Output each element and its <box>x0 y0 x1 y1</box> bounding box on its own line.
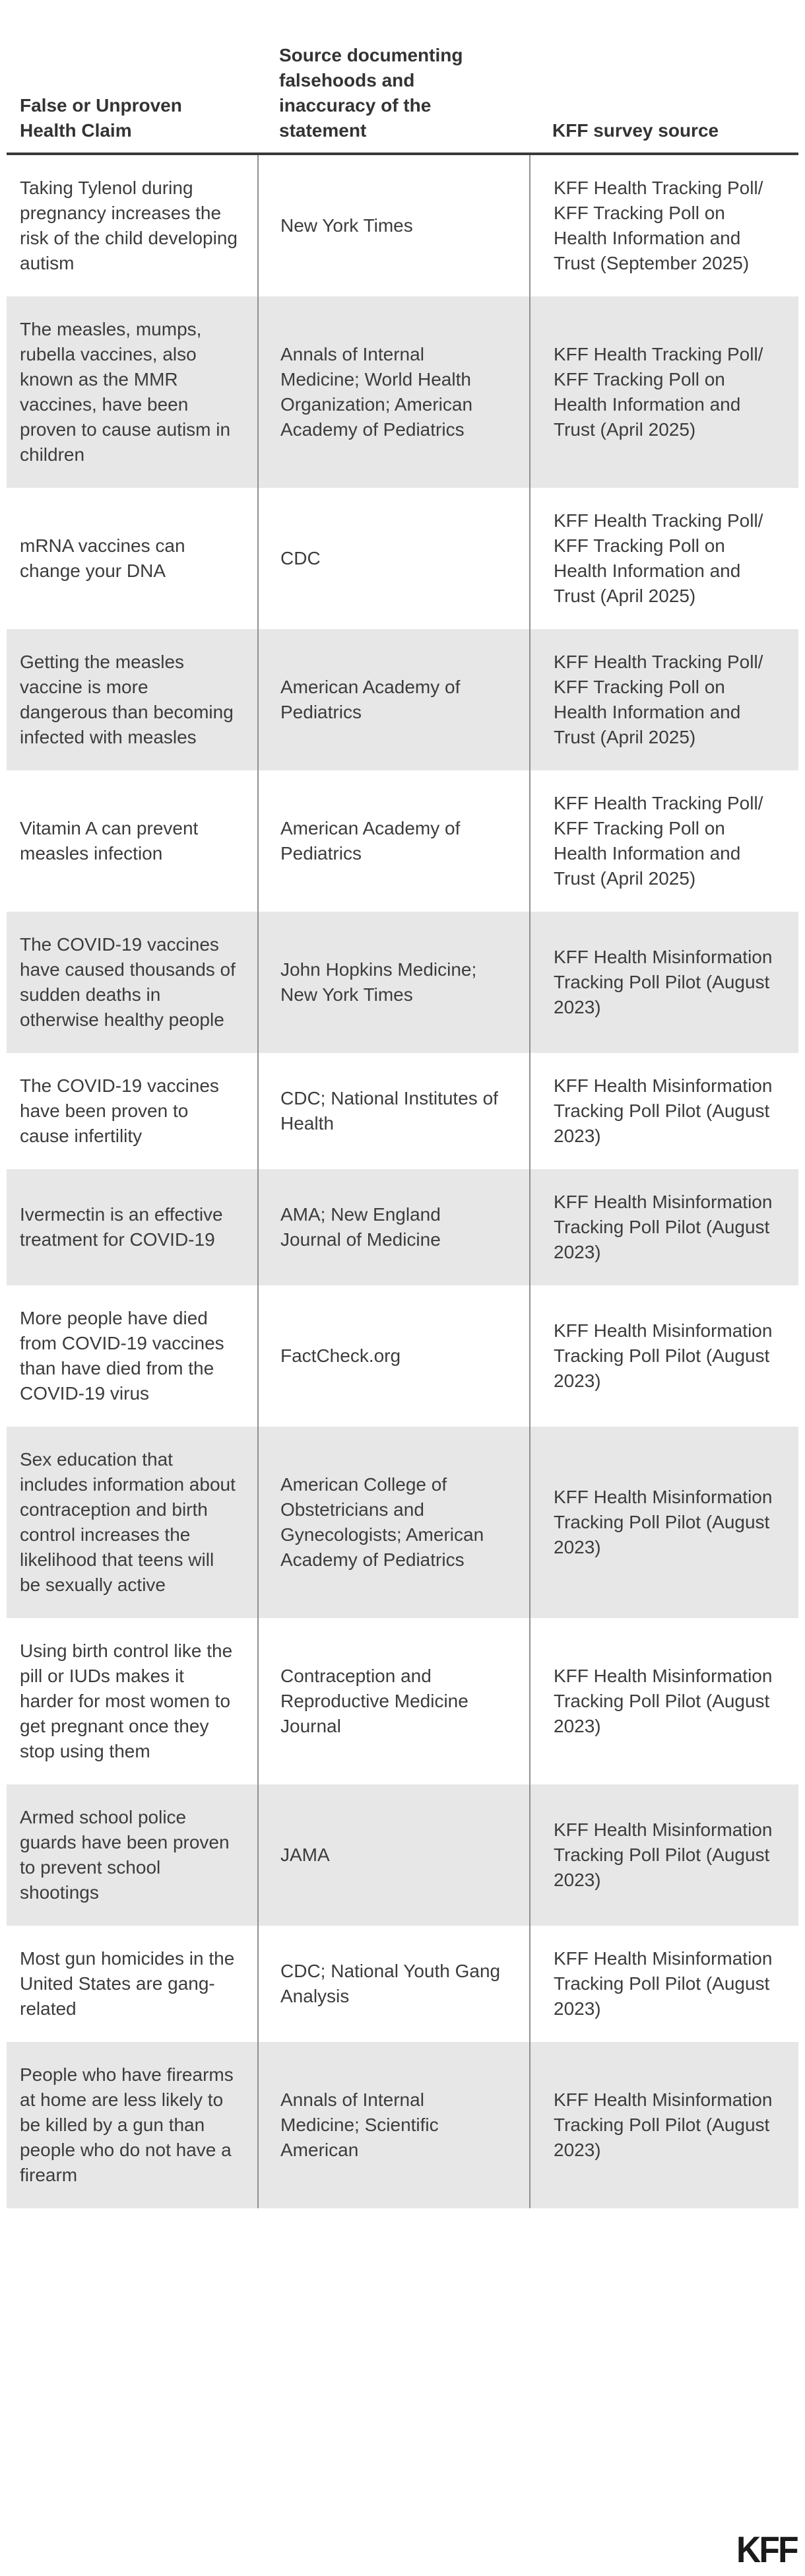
survey-text: KFF Health Misinformation Tracking Poll Pilot (August 2023) <box>554 947 773 1017</box>
claim-cell <box>7 155 257 296</box>
source-cell <box>257 1926 529 2042</box>
claim-text: The COVID-19 vaccines have caused thousands of sudden deaths in otherwise healthy people <box>20 934 236 1030</box>
claim-text: mRNA vaccines can change your DNA <box>20 535 185 581</box>
survey-text: KFF Health Misinformation Tracking Poll Pilot (August 2023) <box>554 1487 773 1557</box>
source-cell <box>257 770 529 912</box>
source-cell <box>257 2042 529 2208</box>
table-row <box>7 1618 798 1784</box>
header-documenting-source: Source documenting falsehoods and inaccuracy of the statement <box>279 45 463 141</box>
survey-cell <box>529 2042 798 2208</box>
claim-cell <box>7 629 257 770</box>
survey-text: KFF Health Misinformation Tracking Poll Pilot (August 2023) <box>554 1320 773 1391</box>
source-text: CDC <box>280 548 321 568</box>
table-row <box>7 1427 798 1618</box>
claim-cell <box>7 770 257 912</box>
survey-text: KFF Health Misinformation Tracking Poll Pilot (August 2023) <box>554 2089 773 2160</box>
survey-text: KFF Health Misinformation Tracking Poll Pilot (August 2023) <box>554 1666 773 1736</box>
source-text: American College of Obstetricians and Gynecologists; American Academy of Pediatrics <box>280 1474 484 1570</box>
claim-text: Ivermectin is an effective treatment for COVID-19 <box>20 1204 223 1250</box>
survey-text: KFF Health Tracking Poll/ KFF Tracking Poll on Health Information and Trust (April 2025) <box>554 344 763 440</box>
source-cell <box>257 912 529 1053</box>
survey-cell <box>529 770 798 912</box>
claim-text: The COVID-19 vaccines have been proven to cause infertility <box>20 1075 219 1146</box>
claim-text: Taking Tylenol during pregnancy increases the risk of the child developing autism <box>20 178 238 273</box>
survey-text: KFF Health Misinformation Tracking Poll Pilot (August 2023) <box>554 1075 773 1146</box>
survey-cell <box>529 155 798 296</box>
survey-cell <box>529 1053 798 1169</box>
table-row <box>7 629 798 770</box>
source-cell <box>257 155 529 296</box>
source-text: American Academy of Pediatrics <box>280 818 461 864</box>
source-cell <box>257 488 529 629</box>
source-text: Annals of Internal Medicine; World Health Organization; American Academy of Pediatrics <box>280 344 473 440</box>
survey-cell <box>529 296 798 488</box>
survey-cell <box>529 1926 798 2042</box>
claim-cell <box>7 2042 257 2208</box>
survey-text: KFF Health Tracking Poll/ KFF Tracking Poll on Health Information and Trust (April 2025) <box>554 652 763 747</box>
claim-cell <box>7 1053 257 1169</box>
survey-cell <box>529 488 798 629</box>
source-cell <box>257 296 529 488</box>
survey-text: KFF Health Tracking Poll/ KFF Tracking Poll on Health Information and Trust (April 2025) <box>554 510 763 606</box>
source-text: AMA; New England Journal of Medicine <box>280 1204 441 1250</box>
claim-text: Most gun homicides in the United States are gang-related <box>20 1948 235 2019</box>
source-text: JAMA <box>280 1845 330 1865</box>
source-text: FactCheck.org <box>280 1345 401 1366</box>
claim-text: Using birth control like the pill or IUDs makes it harder for most women to get pregnant once they stop using them <box>20 1641 233 1761</box>
table-row <box>7 1169 798 1285</box>
claim-text: Getting the measles vaccine is more dangerous than becoming infected with measles <box>20 652 234 747</box>
source-cell <box>257 1427 529 1618</box>
source-text: CDC; National Youth Gang Analysis <box>280 1961 501 2006</box>
table-row <box>7 912 798 1053</box>
claim-text: Sex education that includes information about contraception and birth control increases the likelihood that teens will be sexually active <box>20 1449 236 1595</box>
table-body <box>7 155 798 2208</box>
survey-cell <box>529 1427 798 1618</box>
claim-cell <box>7 1285 257 1427</box>
table-row <box>7 296 798 488</box>
source-text: New York Times <box>280 215 413 236</box>
table-row <box>7 1053 798 1169</box>
source-cell <box>257 629 529 770</box>
claim-cell <box>7 912 257 1053</box>
table-row <box>7 2042 798 2208</box>
survey-cell <box>529 629 798 770</box>
survey-cell <box>529 1169 798 1285</box>
source-text: Contraception and Reproductive Medicine Journal <box>280 1666 468 1736</box>
survey-cell <box>529 1784 798 1926</box>
claim-text: Armed school police guards have been proven to prevent school shootings <box>20 1807 230 1903</box>
table-row <box>7 1784 798 1926</box>
survey-text: KFF Health Misinformation Tracking Poll Pilot (August 2023) <box>554 1948 773 2019</box>
survey-text: KFF Health Tracking Poll/ KFF Tracking Poll on Health Information and Trust (April 2025) <box>554 793 763 889</box>
claim-cell <box>7 1926 257 2042</box>
survey-text: KFF Health Tracking Poll/ KFF Tracking Poll on Health Information and Trust (September 2025) <box>554 178 763 273</box>
table-row <box>7 1926 798 2042</box>
table-row <box>7 770 798 912</box>
source-text: John Hopkins Medicine; New York Times <box>280 959 477 1005</box>
source-text: CDC; National Institutes of Health <box>280 1088 498 1134</box>
source-cell <box>257 1618 529 1784</box>
source-cell <box>257 1784 529 1926</box>
survey-cell <box>529 1285 798 1427</box>
survey-cell <box>529 912 798 1053</box>
claim-text: More people have died from COVID-19 vaccines than have died from the COVID-19 virus <box>20 1308 224 1404</box>
kff-logo: KFF <box>736 2528 797 2570</box>
source-cell <box>257 1169 529 1285</box>
survey-text: KFF Health Misinformation Tracking Poll Pilot (August 2023) <box>554 1819 773 1890</box>
header-health-claim: False or Unproven Health Claim <box>20 95 182 141</box>
claim-cell <box>7 1618 257 1784</box>
source-text: Annals of Internal Medicine; Scientific American <box>280 2089 439 2160</box>
table-row <box>7 1285 798 1427</box>
survey-cell <box>529 1618 798 1784</box>
survey-text: KFF Health Misinformation Tracking Poll Pilot (August 2023) <box>554 1192 773 1262</box>
claim-text: Vitamin A can prevent measles infection <box>20 818 199 864</box>
claim-cell <box>7 1169 257 1285</box>
table-row <box>7 488 798 629</box>
source-cell <box>257 1053 529 1169</box>
claim-text: The measles, mumps, rubella vaccines, also known as the MMR vaccines, have been proven to cause autism in children <box>20 319 231 465</box>
table-header-row <box>7 0 798 155</box>
misinformation-claims-table <box>7 0 798 2208</box>
claim-text: People who have firearms at home are less likely to be killed by a gun than people who do not have a firearm <box>20 2064 234 2185</box>
claim-cell <box>7 1427 257 1618</box>
claim-cell <box>7 296 257 488</box>
claim-cell <box>7 1784 257 1926</box>
source-text: American Academy of Pediatrics <box>280 677 461 722</box>
table-row <box>7 155 798 296</box>
claim-cell <box>7 488 257 629</box>
source-cell <box>257 1285 529 1427</box>
header-kff-survey-source: KFF survey source <box>552 120 719 141</box>
